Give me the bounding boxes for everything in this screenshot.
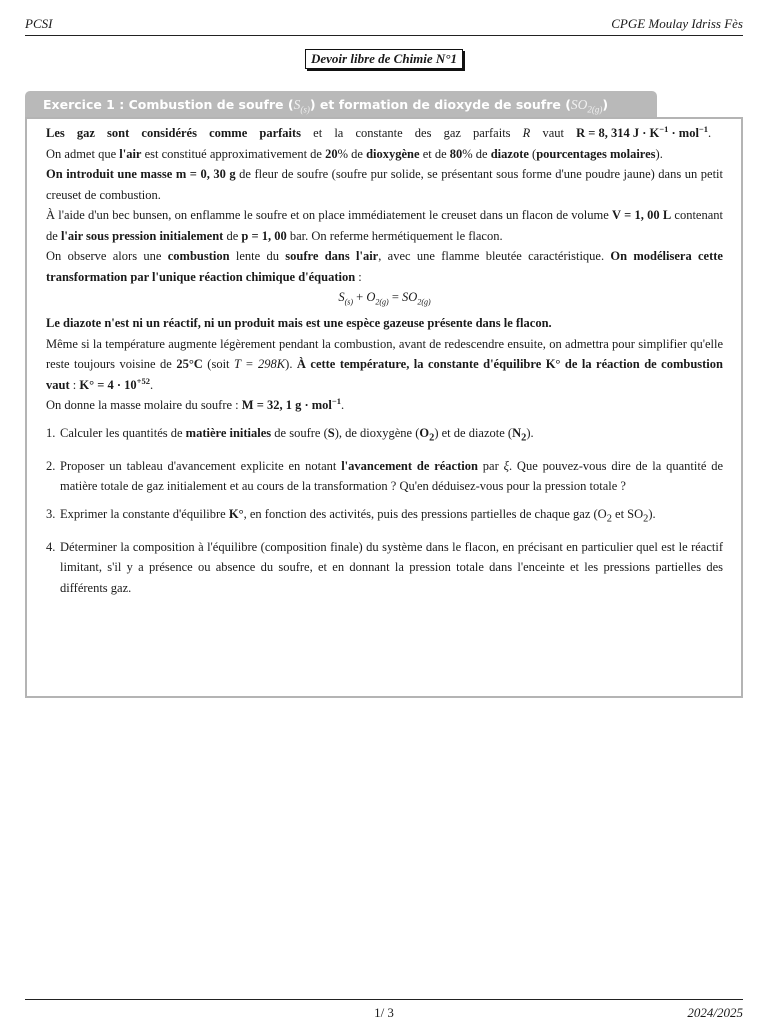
reaction-equation: $S_{(s)} + O_{2(g)} = SO_{2(g)}$ xyxy=(338,290,431,307)
paragraph-temperature: Même si la température augmente légèrement pendant la combustion, avant de redescendre ensuite, on admettra pour simplifier qu'elle reste toujours voisine de 25°C (soit T = 298K). À cette température, la constante d'équilibre K° de la réaction de combustion vaut : $K^\circ = 4 \cdot 10^{+52}$. xyxy=(46,336,723,392)
question-2: 2. Proposer un tableau d'avancement explicite en notant l'avancement de réaction par ξ. Que pouvez-vous dire de la quantité de matière totale de gaz initialement et au cours de la transformation ? Qu'en déduisez-vous pour la pression totale ? xyxy=(46,458,724,493)
question-1: 1. Calculer les quantités de matière initiales de soufre (S), de dioxygène $(O_2)$ et de diazote $(N_2)$. xyxy=(46,425,534,443)
question-3: 3. Exprimer la constante d'équilibre K°, en fonction des activités, puis des pressions partielles de chaque gaz ($O_2$ et $SO_2$). xyxy=(46,506,656,524)
question-list xyxy=(46,423,723,599)
paragraph-molar-mass: On donne la masse molaire du soufre : M = 32, 1 g · mol$^{-1}$. xyxy=(46,395,345,412)
exercise-content xyxy=(46,123,723,605)
exercise-title: Combustion de soufre $(S_{(s)})$ et formation de dioxyde de soufre $(SO_{2(g)})$ xyxy=(128,97,609,115)
header-class: PCSI xyxy=(25,16,53,31)
paragraph-combustion: On observe alors une combustion lente du soufre dans l'air, avec une flamme bleutée caractéristique. On modélisera cette transformation par l'unique réaction chimique d'équation : xyxy=(46,249,723,284)
exercise-label: Exercice 1 xyxy=(43,97,115,112)
paragraph-flask: À l'aide d'un bec bunsen, on enflamme le soufre et on place immédiatement le creuset dans un flacon de volume V = 1, 00 L contenant de l'air sous pression initialement de p = 1, 00 bar. On referme hermétiquement le flacon. xyxy=(46,208,723,243)
paragraph-sulfur-mass: On introduit une masse m = 0, 30 g de fleur de soufre (soufre pur solide, se présentant sous forme d'une poudre jaune) dans un petit creuset de combustion. xyxy=(46,167,723,202)
exercise-title-bar: Exercice 1 : Combustion de soufre $(S_{(s)})$ et formation de dioxyde de soufre $(SO_{2(g)})$ xyxy=(25,91,657,118)
header-rule xyxy=(25,35,743,36)
page-number: 1/ 3 xyxy=(374,1005,394,1020)
paragraph-air-composition: On admet que l'air est constitué approximativement de 20% de dioxygène et de 80% de diazote (pourcentages molaires). xyxy=(46,146,663,161)
document-title: Devoir libre de Chimie N°1 xyxy=(305,49,463,69)
school-year: 2024/2025 xyxy=(687,1005,743,1020)
paragraph-gas-constant: Les gaz sont considérés comme parfaits et la constante des gaz parfaits R vaut R = 8, 314 $J \cdot K^{-1} \cdot mol^{-1}$. xyxy=(46,123,712,140)
paragraph-nitrogen: Le diazote n'est ni un réactif, ni un produit mais est une espèce gazeuse présente dans le flacon. xyxy=(46,316,552,330)
page-header xyxy=(25,14,743,34)
page-footer xyxy=(25,1005,743,1021)
question-4: 4. Déterminer la composition à l'équilibre (composition finale) du système dans le flacon, en précisant en particulier quel est le réactif limitant, s'il y a présence ou absence du soufre, et en donnant la pression totale dans l'enceinte et les pressions partielles des différents gaz. xyxy=(46,539,723,595)
footer-rule xyxy=(25,999,743,1000)
header-school: CPGE Moulay Idriss Fès xyxy=(611,16,743,31)
